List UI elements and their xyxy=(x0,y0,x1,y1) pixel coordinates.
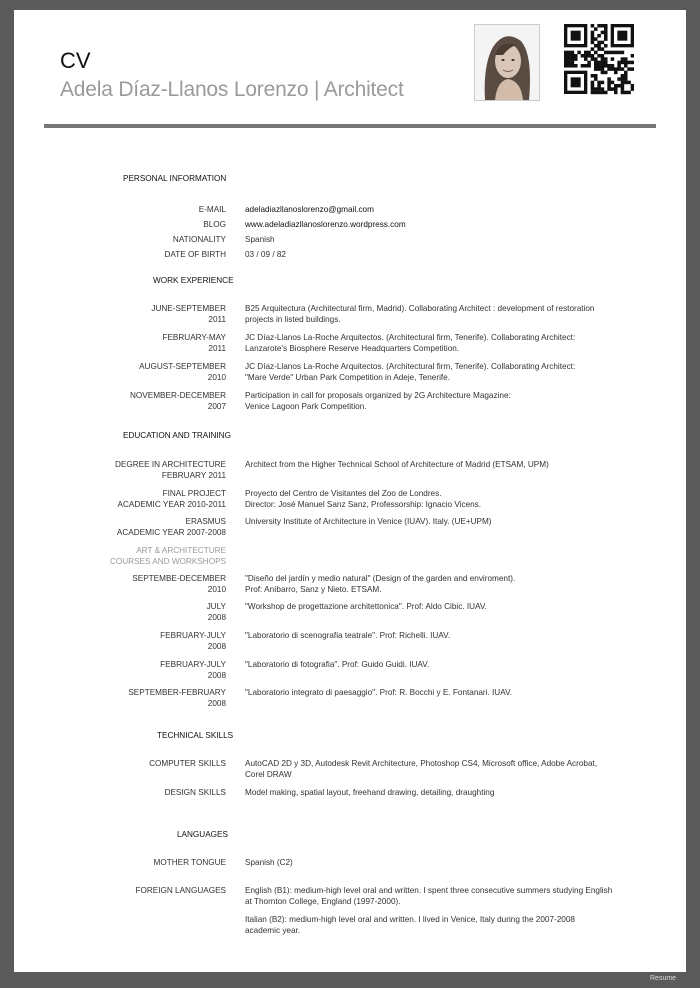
section-work-experience: WORK EXPERIENCE xyxy=(153,276,234,285)
education-description: Proyecto del Centro de Visitantes del Zoo de Londres. Director: José Manuel Sanz Sanz, Professorship: Ignacio Vicens. xyxy=(245,489,482,509)
section-personal-information: PERSONAL INFORMATION xyxy=(123,174,227,183)
education-description: University Institute of Architecture in Venice (IUAV). Italy. (UE+UPM) xyxy=(245,517,492,526)
course-description: "Laboratorio integrato di paesaggio". Prof: R. Bocchi y E. Fontanari. IUAV. xyxy=(245,688,513,697)
course-description: "Diseño del jardín y medio natural" (Design of the garden and enviroment). Prof: Aníbarro, Sanz y Nieto. ETSAM. xyxy=(245,574,516,594)
course-description: "Laboratorio di fotografia". Prof: Guido Guidi. IUAV. xyxy=(245,660,430,669)
course-description: "Laboratorio di scenografia teatrale". Prof: Richelli. IUAV. xyxy=(245,631,451,640)
course-date: JULY 2008 xyxy=(206,602,226,622)
mother-tongue-label: MOTHER TONGUE xyxy=(153,858,226,867)
italian-description: Italian (B2): medium-high level oral and written. I lived in Venice, Italy during the 2007-2008 academic year. xyxy=(245,915,575,935)
email-label: E-MAIL xyxy=(198,205,226,214)
section-education-and-training: EDUCATION AND TRAINING xyxy=(123,431,231,440)
work-date: JUNE-SEPTEMBER 2011 xyxy=(151,304,226,324)
education-date: ERASMUS ACADEMIC YEAR 2007-2008 xyxy=(116,517,226,537)
skill-label: COMPUTER SKILLS xyxy=(149,759,226,768)
section-languages: LANGUAGES xyxy=(177,830,228,839)
birth-label: DATE OF BIRTH xyxy=(164,250,226,259)
education-date: FINAL PROJECT ACADEMIC YEAR 2010-2011 xyxy=(117,489,226,509)
course-date: SEPTEMBER-FEBRUARY 2008 xyxy=(128,688,226,708)
email-link[interactable]: adeladiazllanoslorenzo@gmail.com xyxy=(245,205,374,214)
skill-description: AutoCAD 2D y 3D, Autodesk Revit Architecture, Photoshop CS4, Microsoft office, Adobe Acrobat, Corel DRAW xyxy=(245,759,598,779)
course-description: "Workshop de progettazione architettonica". Prof: Aldo Cibic. IUAV. xyxy=(245,602,487,611)
section-technical-skills: TECHNICAL SKILLS xyxy=(157,731,234,740)
work-description: B25 Arquitectura (Architectural firm, Madrid). Collaborating Architect : development of restoration projects in listed buildings. xyxy=(245,304,595,324)
work-description: JC Díaz-Llanos La-Roche Arquitectos. (Architectural firm, Tenerife). Collaborating Architect: Lanzarote's Biosphere Reserve Headquarters Competition. xyxy=(245,333,576,353)
education-date: DEGREE IN ARCHITECTURE FEBRUARY 2011 xyxy=(115,460,226,480)
course-date: SEPTEMBE-DECEMBER 2010 xyxy=(132,574,226,594)
profile-photo xyxy=(474,24,540,101)
work-date: NOVEMBER-DECEMBER 2007 xyxy=(130,391,226,411)
foreign-languages-label: FOREIGN LANGUAGES xyxy=(135,886,226,895)
birth-value: 03 / 09 / 82 xyxy=(245,250,286,259)
work-date: AUGUST-SEPTEMBER 2010 xyxy=(139,362,226,382)
work-description: Participation in call for proposals organized by 2G Architecture Magazine: Venice Lagoon Park Competition. xyxy=(245,391,511,411)
header-divider xyxy=(44,124,656,128)
name-title: Adela Díaz-Llanos Lorenzo | Architect xyxy=(60,78,404,101)
nationality-value: Spanish xyxy=(245,235,275,244)
work-description: JC Díaz-Llanos La-Roche Arquitectos. (Architectural firm, Tenerife). Collaborating Architect: "Mare Verde" Urban Park Competition in Adeje, Tenerife. xyxy=(245,362,576,382)
skill-description: Model making, spatial layout, freehand drawing, detailing, draughting xyxy=(245,788,495,797)
mother-tongue-value: Spanish (C2) xyxy=(245,858,293,867)
footer-watermark: Resume xyxy=(650,975,677,982)
course-date: FEBRUARY-JULY 2008 xyxy=(160,660,226,680)
skill-label: DESIGN SKILLS xyxy=(164,788,226,797)
blog-link[interactable]: www.adeladiazllanoslorenzo.wordpress.com xyxy=(245,220,406,229)
course-date: FEBRUARY-JULY 2008 xyxy=(160,631,226,651)
cv-label: CV xyxy=(60,48,91,73)
courses-subheading-label: ART & ARCHITECTURE COURSES AND WORKSHOPS xyxy=(109,546,226,566)
cv-page xyxy=(14,10,686,972)
blog-label: BLOG xyxy=(203,220,226,229)
english-description: English (B1): medium-high level oral and written. I spent three consecutive summers studying English at Thornton College, England (1997-2000). xyxy=(245,886,613,906)
qr-code-icon xyxy=(564,24,634,96)
nationality-label: NATIONALITY xyxy=(172,235,226,244)
education-description: Architect from the Higher Technical School of Architecture of Madrid (ETSAM, UPM) xyxy=(245,460,549,469)
work-date: FEBRUARY-MAY 2011 xyxy=(162,333,226,353)
